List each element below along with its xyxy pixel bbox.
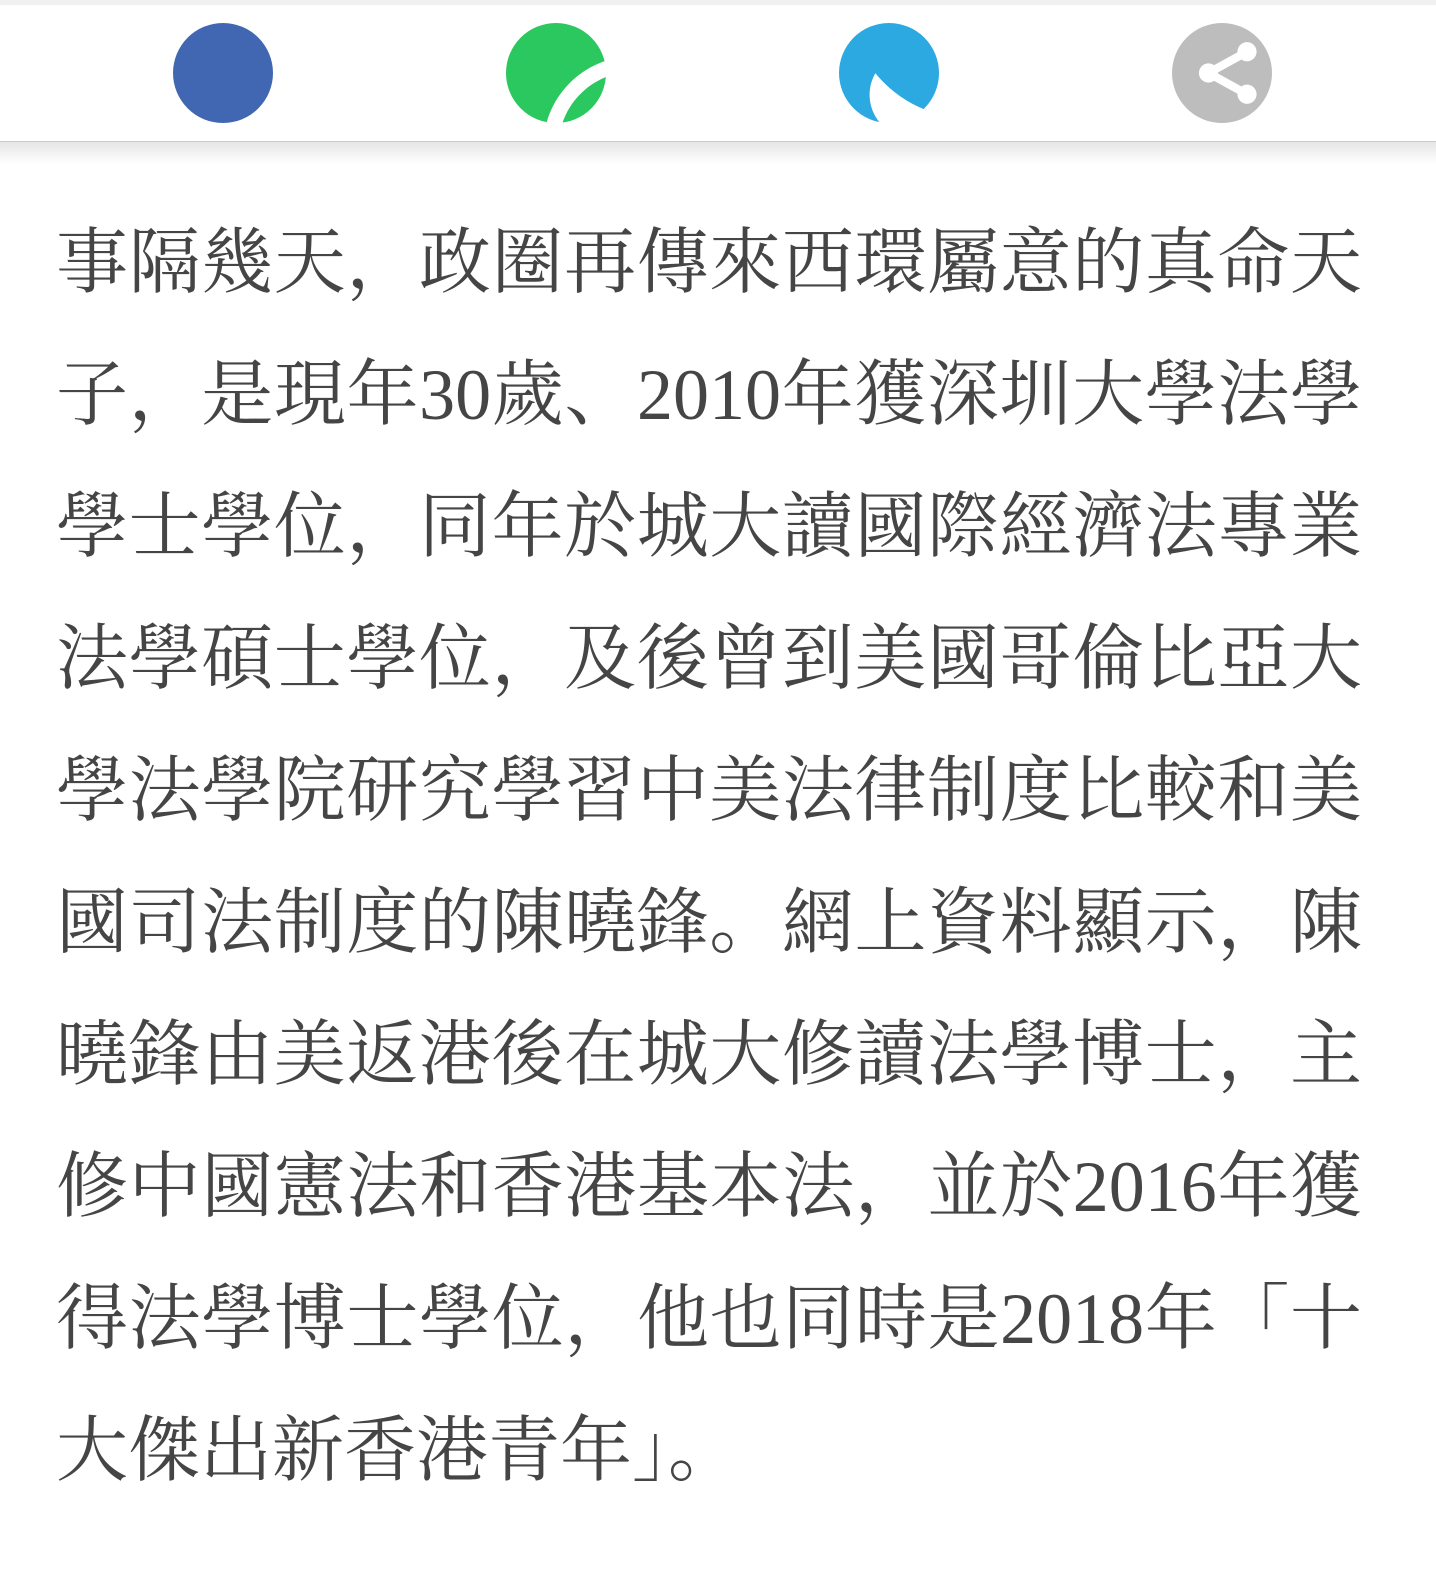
facebook-share-button[interactable]: [173, 23, 273, 123]
article-text-line: 事隔幾天，政圈再傳來西環屬意的真命天: [56, 223, 1362, 303]
share-bar: [0, 5, 1436, 141]
article-text-line: 學法學院研究學習中美法律制度比較和美: [56, 751, 1362, 831]
twitter-icon: [839, 23, 939, 123]
article-text-line: 國司法制度的陳曉鋒。網上資料顯示，陳: [56, 883, 1362, 963]
article-text-line: 法學碩士學位，及後曾到美國哥倫比亞大: [56, 619, 1362, 699]
article-text-line: 修中國憲法和香港基本法，並於2016年獲: [56, 1147, 1362, 1227]
whatsapp-share-button[interactable]: [506, 23, 606, 123]
article-body: [0, 164, 1436, 1517]
facebook-icon: [173, 23, 273, 123]
share-nodes-icon: [1172, 23, 1272, 123]
article-text-line: 學士學位，同年於城大讀國際經濟法專業: [56, 487, 1362, 567]
twitter-share-button[interactable]: [839, 23, 939, 123]
article-text-line: 大傑出新香港青年」。: [56, 1411, 741, 1491]
generic-share-button[interactable]: [1172, 23, 1272, 123]
share-bar-shadow: [0, 142, 1436, 164]
whatsapp-icon: [506, 23, 606, 123]
article-text-line: 得法學博士學位，他也同時是2018年「十: [56, 1279, 1362, 1359]
article-text-line: 曉鋒由美返港後在城大修讀法學博士，主: [56, 1015, 1362, 1095]
article-text-line: 子，是現年30歲、2010年獲深圳大學法學: [56, 355, 1362, 435]
